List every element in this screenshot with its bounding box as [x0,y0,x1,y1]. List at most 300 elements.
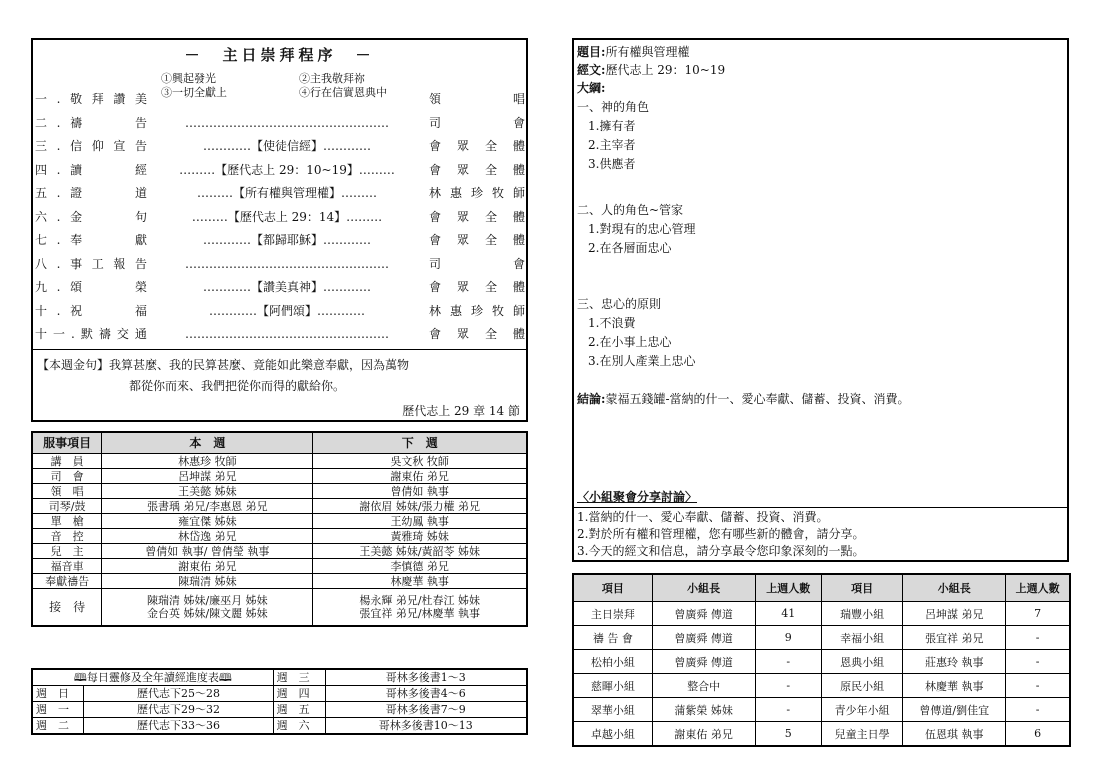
groups-cell: 兒童主日學 [821,722,902,747]
duty-item: 音 控 [32,529,102,544]
table-row [32,589,527,627]
duty-next-week: 謝東佑 弟兄 [313,469,527,484]
service-item-char [92,229,104,251]
service-item-char: 句 [134,209,147,224]
service-item-char: . [56,139,61,153]
groups-cell: 曾廣舜 傳道 [652,650,755,674]
groups-cell: - [1006,626,1070,650]
table-row [32,702,527,718]
groups-cell: - [755,698,821,722]
duty-item: 兒 主 [32,544,102,559]
outline-label: 大綱: [577,81,606,95]
service-item-char: 讀 [70,162,83,177]
service-item-char: 經 [134,162,147,177]
reception-line: 楊永輝 弟兄/杜春江 姊妹 [359,594,481,607]
service-item-name [35,323,147,345]
groups-cell: 7 [1006,602,1070,626]
service-item-char [92,112,104,134]
service-item-detail: …………………………………………… [185,256,389,271]
service-item-leader [429,300,525,322]
service-item-char [113,206,125,228]
service-item-char: 宣 [113,139,126,153]
service-item-char: 七 [35,233,48,247]
service-row [35,159,525,181]
service-item-char: . [71,327,75,341]
service-leader-char: 牧 [491,186,504,200]
service-leader-char: 眾 [456,233,469,247]
service-item-char [113,112,125,134]
service-leader-char: 全 [484,327,497,341]
service-leader-char: 體 [512,209,525,224]
groups-cell: 瑞豐小組 [821,602,902,626]
service-item-char [92,300,104,322]
duty-next-week: 謝依眉 姊妹/張力權 弟兄 [313,499,527,514]
service-item-leader [429,229,525,251]
service-item-char: 讚 [113,92,126,106]
service-leader-char: 體 [512,139,525,153]
outline-item: 2.在各層面忠心 [588,241,672,255]
service-item-char [113,276,125,298]
service-leader-char [485,253,497,275]
service-leader-char: 林 [429,186,442,200]
duty-item: 單 槍 [32,514,102,529]
service-item-name [35,182,147,204]
service-item-char: 拜 [91,92,104,106]
outline-item: 1.擁有者 [588,119,636,133]
service-item-char: 九 [35,280,48,294]
service-item-name [35,253,147,275]
groups-cell: 曾傳道/劉佳宜 [903,698,1006,722]
hymn-option: ②主我敬拜祢 [299,72,365,85]
discussion-question: 3.今天的經文和信息，請分享最令您印象深刻的一點。 [577,544,865,558]
service-item-leader [429,206,525,228]
reading-day: 週 二 [32,718,84,735]
service-leader-char [457,253,469,275]
groups-cell: 青少年小組 [821,698,902,722]
table-row [32,686,527,702]
hymn-option: ③一切全獻上 [161,86,227,99]
service-item-char [92,182,104,204]
duty-this-week: 張書瑀 弟兄/李惠恩 弟兄 [102,499,313,514]
reading-day: 週 六 [273,718,325,735]
duty-next-week [313,589,527,627]
duty-next-week: 王幼鳳 執事 [313,514,527,529]
reception-line: 陳瑞清 姊妹/廉巫月 姊妹 [146,594,268,607]
table-row [32,484,527,499]
groups-cell: - [1006,674,1070,698]
service-item-char: . [56,186,61,200]
service-title: － 主日崇拜程序 － [184,46,375,64]
service-row [35,229,525,251]
service-leader-char: 會 [512,115,525,130]
table-row [573,602,1070,626]
divider [574,507,1067,508]
groups-header: 項目 [573,574,652,602]
reading-text: 歷代志下29～32 [84,702,273,718]
service-item-char: . [56,115,61,130]
service-leader-char [457,88,469,110]
service-item-char: 告 [134,256,147,271]
groups-cell: 41 [755,602,821,626]
service-item-detail: …………【使徒信經】………… [202,139,371,153]
duty-item: 講 員 [32,454,102,469]
duties-header: 本 週 [102,432,313,454]
service-item-char: 祝 [70,303,83,318]
groups-cell: 呂坤謀 弟兄 [903,602,1006,626]
discussion-question: 2.對於所有權和管理權，您有哪些新的體會，請分享。 [577,527,865,541]
duty-item: 接 待 [32,589,102,627]
service-leader-char: 體 [512,162,525,177]
duties-header: 服事項目 [32,432,102,454]
service-item-char: 工 [91,256,104,271]
service-leader-char: 體 [512,280,525,294]
order-of-service [31,38,528,422]
service-item-leader [429,276,525,298]
reading-day: 週 日 [32,686,84,702]
service-item-detail: …………………………………………… [185,115,389,130]
service-item-detail: …………………………………………… [185,327,389,341]
reading-plan-table [31,668,528,735]
duty-item: 司 會 [32,469,102,484]
table-row [32,454,527,469]
service-row [35,112,525,134]
groups-header: 小組長 [903,574,1006,602]
service-leader-char: 牧 [491,303,504,318]
weekly-verse [33,349,526,423]
service-leader-char: 珍 [470,303,483,318]
service-item-char: 二 [35,115,48,130]
service-item-detail: ………【歷代志上 29：14】……… [191,209,383,224]
groups-cell: 9 [755,626,821,650]
service-leader-char: 眾 [456,139,469,153]
service-item-name [35,229,147,251]
groups-cell: 蒲紫榮 姊妹 [652,698,755,722]
duty-this-week: 謝東佑 弟兄 [102,559,313,574]
service-item-char: 事 [70,256,83,271]
service-item-detail: ………【所有權與管理權】……… [196,186,377,200]
reading-text: 哥林多後書4～6 [325,686,527,702]
service-item-char: . [56,233,61,247]
duty-next-week: 王美懿 姊妹/黃韶苓 姊妹 [313,544,527,559]
service-item-name [35,206,147,228]
verse-reference: 歷代志上 29 章 14 節 [402,404,520,418]
outline-item: 2.主宰者 [588,138,636,152]
service-row [35,276,525,298]
service-leader-char: 會 [512,256,525,271]
groups-cell: 卓越小組 [573,722,652,747]
table-row [32,574,527,589]
table-row [573,674,1070,698]
duties-header: 下 週 [313,432,527,454]
reading-text: 哥林多後書7～9 [325,702,527,718]
outline-item: 1.對現有的忠心管理 [588,222,696,236]
reading-text: 歷代志下25～28 [84,686,273,702]
service-item-char: 交 [116,327,129,341]
duties-table [31,431,528,627]
service-leader-char: 眾 [456,327,469,341]
duty-this-week: 曾倩如 執事/ 曾倩瑩 執事 [102,544,313,559]
service-item-char [92,159,104,181]
reading-day: 週 一 [32,702,84,718]
reading-day: 週 五 [273,702,325,718]
service-row [35,300,525,322]
service-item-leader [429,135,525,157]
service-item-char: 福 [134,303,147,318]
reading-day: 週 四 [273,686,325,702]
duty-this-week: 林岱逸 弟兄 [102,529,313,544]
groups-cell: 主日崇拜 [573,602,652,626]
service-item-char: 告 [134,139,147,153]
groups-cell: 禱 告 會 [573,626,652,650]
service-item-detail: …………【讚美真神】………… [202,280,371,294]
service-item-char: 禱 [98,327,111,341]
service-item-char: 證 [70,186,83,200]
duty-this-week: 王美懿 姊妹 [102,484,313,499]
service-item-leader [429,253,525,275]
service-row [35,206,525,228]
book-icon: 🕮 [73,671,87,684]
groups-cell: 謝東佑 弟兄 [652,722,755,747]
duty-item: 福音車 [32,559,102,574]
service-item-char: 默 [80,327,93,341]
service-leader-char: 體 [512,233,525,247]
sermon-outline [572,38,1069,562]
groups-cell: 整合中 [652,674,755,698]
service-row [35,323,525,345]
service-leader-char: 會 [429,162,442,177]
outline-item: 2.在小事上忠心 [588,335,672,349]
table-row [32,559,527,574]
reading-text: 哥林多後書1～3 [325,669,527,686]
service-item-char: . [56,92,61,106]
groups-cell: 恩典小組 [821,650,902,674]
service-item-name [35,276,147,298]
service-item-char [113,229,125,251]
discussion-title: 〈小組聚會分享討論〉 [577,490,698,504]
groups-header: 項目 [821,574,902,602]
service-item-char: 五 [35,186,48,200]
service-item-char: . [56,303,61,318]
service-item-char: . [56,209,61,224]
service-leader-char: 眾 [456,280,469,294]
duty-this-week: 陳瑞清 姊妹 [102,574,313,589]
duty-next-week: 黃雅琦 姊妹 [313,529,527,544]
service-leader-char: 全 [484,280,497,294]
outline-section: 三、忠心的原則 [577,297,662,311]
service-item-name [35,112,147,134]
table-row [573,698,1070,722]
verse-text: 都從你而來、我們把從你而得的獻給你。 [129,379,346,393]
duty-next-week: 吳文秋 牧師 [313,454,527,469]
service-item-detail: …………【都歸耶穌】………… [202,233,371,247]
duty-this-week: 雍宜傑 姊妹 [102,514,313,529]
service-leader-char: 珍 [470,186,483,200]
service-item-char: 一 [35,92,48,106]
service-leader-char: 體 [512,327,525,341]
service-item-char: 頌 [70,280,83,294]
service-leader-char: 眾 [456,209,469,224]
service-item-char: 獻 [134,233,147,247]
service-item-leader [429,323,525,345]
outline-item: 3.供應者 [588,157,636,171]
groups-header: 上週人數 [755,574,821,602]
groups-cell: 慈暉小組 [573,674,652,698]
service-leader-char: 會 [429,209,442,224]
groups-cell: - [755,650,821,674]
service-item-char: 六 [35,209,48,224]
service-item-name [35,88,147,110]
service-row [35,253,525,275]
service-item-detail: …………【阿們頌】………… [208,303,365,318]
reading-text: 哥林多後書10～13 [325,718,527,735]
groups-header: 小組長 [652,574,755,602]
service-item-char: 奉 [70,233,83,247]
reading-text: 歷代志下33～36 [84,718,273,735]
outline-section: 一、神的角色 [577,100,650,114]
reception-line: 金台英 姊妹/陳文麗 姊妹 [146,607,268,620]
service-item-char: 通 [134,327,147,341]
groups-cell: - [755,674,821,698]
service-leader-char [485,112,497,134]
service-row [35,182,525,204]
service-item-char: 敬 [70,92,83,106]
service-leader-char: 司 [429,115,442,130]
reception-line: 張宜祥 弟兄/林慶華 執事 [359,607,481,620]
groups-cell: 6 [1006,722,1070,747]
table-row [573,722,1070,747]
service-leader-char: 師 [512,303,525,318]
service-leader-char: 全 [484,139,497,153]
service-item-char: . [56,256,61,271]
groups-cell: 伍恩琪 執事 [903,722,1006,747]
outline-item: 3.在別人產業上忠心 [588,354,696,368]
service-item-char [92,206,104,228]
service-item-char: 八 [35,256,48,271]
groups-header: 上週人數 [1006,574,1070,602]
service-item-char: 告 [134,115,147,130]
service-leader-char [485,88,497,110]
service-item-char: 禱 [70,115,83,130]
groups-cell: 幸福小組 [821,626,902,650]
table-row [32,544,527,559]
service-leader-char: 司 [429,256,442,271]
service-item-char [113,300,125,322]
service-leader-char: 全 [484,209,497,224]
service-item-char: 報 [113,256,126,271]
service-item-leader [429,159,525,181]
service-leader-char [457,112,469,134]
service-item-char: 道 [134,186,147,200]
service-item-char: 三 [35,139,48,153]
service-item-name [35,300,147,322]
groups-table [572,573,1071,747]
service-item-char: 榮 [134,280,147,294]
service-item-char: . [56,280,61,294]
service-item-char: 十 [35,303,48,318]
service-item-char: 信 [70,139,83,153]
service-row [35,135,525,157]
book-icon: 🕮 [218,671,232,684]
groups-cell: 曾廣舜 傳道 [652,626,755,650]
table-row [32,499,527,514]
reading-day: 週 三 [273,669,325,686]
groups-cell: 莊惠玲 執事 [903,650,1006,674]
discussion-question: 1.當納的什一、愛心奉獻、儲蓄、投資、消費。 [577,510,829,524]
service-item-leader [429,112,525,134]
table-row [32,669,527,686]
groups-cell: 松柏小組 [573,650,652,674]
service-leader-char: 師 [512,186,525,200]
table-row [32,469,527,484]
outline-section: 二、人的角色~管家 [577,203,684,217]
service-item-char [92,276,104,298]
groups-cell: 翠華小組 [573,698,652,722]
table-row [573,650,1070,674]
service-item-char: 仰 [91,139,104,153]
service-item-char: 金 [70,209,83,224]
service-item-leader [429,182,525,204]
service-leader-char: 會 [429,233,442,247]
service-item-char: 一 [53,327,66,341]
service-item-char: 十 [35,327,48,341]
sermon-topic: 題目:所有權與管理權 [577,45,690,59]
groups-cell: 原民小組 [821,674,902,698]
table-row [32,718,527,735]
duty-this-week [102,589,313,627]
service-item-detail: ………【歷代志上 29：10~19】……… [179,162,395,177]
groups-cell: 張宜祥 弟兄 [903,626,1006,650]
service-leader-char: 眾 [456,162,469,177]
service-item-name [35,135,147,157]
service-leader-char: 會 [429,139,442,153]
duty-item: 奉獻禱告 [32,574,102,589]
service-leader-char: 全 [484,233,497,247]
groups-cell: 曾廣舜 傳道 [652,602,755,626]
service-leader-char: 林 [429,303,442,318]
table-row [32,514,527,529]
service-leader-char: 惠 [449,186,462,200]
outline-item: 1.不浪費 [588,316,636,330]
hymn-option: ④行在信實恩典中 [299,86,387,99]
service-leader-char: 惠 [449,303,462,318]
table-row [32,529,527,544]
duty-next-week: 李慎德 弟兄 [313,559,527,574]
service-item-leader [429,88,525,110]
groups-cell: 5 [755,722,821,747]
duty-next-week: 曾倩如 執事 [313,484,527,499]
hymn-option: ①興起發光 [161,72,216,85]
groups-cell: 林慶華 執事 [903,674,1006,698]
duty-this-week: 林惠珍 牧師 [102,454,313,469]
duty-item: 司琴/鼓 [32,499,102,514]
service-item-name [35,159,147,181]
service-item-char [113,159,125,181]
service-leader-char: 領 [429,92,442,106]
service-item-char: 美 [134,92,147,106]
service-leader-char: 唱 [512,92,525,106]
groups-cell: - [1006,650,1070,674]
duty-this-week: 呂坤謀 弟兄 [102,469,313,484]
groups-cell: - [1006,698,1070,722]
duty-item: 領 唱 [32,484,102,499]
duty-next-week: 林慶華 執事 [313,574,527,589]
service-leader-char: 全 [484,162,497,177]
sermon-conclusion: 結論:蒙福五錢罐-當納的什一、愛心奉獻、儲蓄、投資、消費。 [577,392,910,406]
sermon-scripture: 經文:歷代志上 29：10~19 [577,63,726,77]
reading-plan-title: 🕮每日靈修及全年讀經進度表🕮 [32,669,273,686]
service-item-char [113,182,125,204]
service-item-char: 四 [35,162,48,177]
